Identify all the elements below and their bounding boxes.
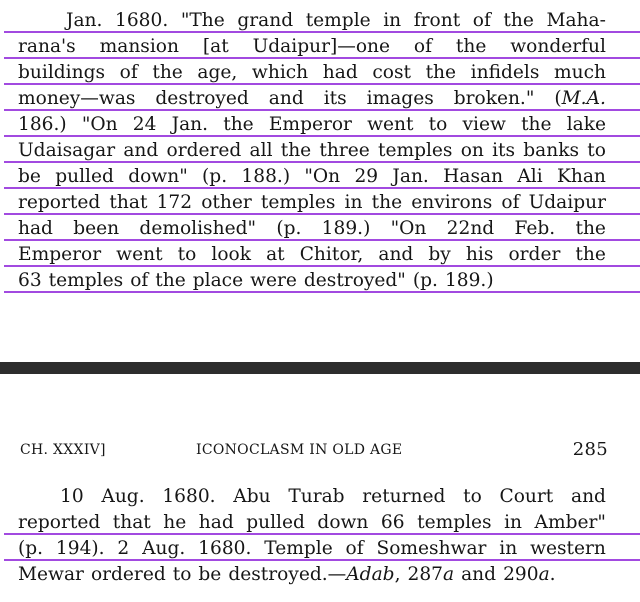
word: all bbox=[249, 140, 273, 161]
highlight-underline bbox=[4, 161, 640, 163]
highlight-underline bbox=[4, 265, 640, 267]
word: in bbox=[383, 10, 402, 31]
word: Udaipur]—one bbox=[252, 36, 390, 57]
word: 1680. bbox=[115, 10, 169, 31]
word: and bbox=[268, 88, 304, 109]
highlight-underline bbox=[4, 291, 640, 293]
word: of bbox=[130, 270, 149, 291]
word: 22nd bbox=[446, 218, 495, 239]
word: cost bbox=[372, 62, 411, 83]
word: destroyed.—Adab, bbox=[228, 564, 401, 585]
word: his bbox=[465, 244, 494, 265]
word: other bbox=[201, 192, 252, 213]
word: Someshwar bbox=[376, 538, 487, 559]
word: Emperor bbox=[268, 114, 352, 135]
word: on bbox=[460, 140, 484, 161]
word: the bbox=[575, 244, 606, 265]
highlight-underline bbox=[4, 83, 640, 85]
word: Maha- bbox=[546, 10, 606, 31]
word: three bbox=[319, 140, 370, 161]
word: "The bbox=[180, 10, 225, 31]
word: look bbox=[211, 244, 251, 265]
word: and bbox=[461, 564, 497, 585]
highlight-underline bbox=[4, 187, 640, 189]
word: buildings bbox=[18, 62, 106, 83]
word: went bbox=[367, 114, 414, 135]
word: ordered bbox=[90, 564, 166, 585]
word: Emperor bbox=[18, 244, 102, 265]
word: 63 bbox=[18, 270, 42, 291]
word: 189.) bbox=[321, 218, 371, 239]
word: be bbox=[18, 166, 41, 187]
book-page bbox=[0, 374, 640, 602]
word: 24 bbox=[132, 114, 157, 135]
word: the bbox=[503, 10, 534, 31]
word: temples bbox=[260, 192, 336, 213]
word: went bbox=[116, 244, 163, 265]
word: (p. bbox=[18, 538, 44, 559]
word: the bbox=[155, 270, 186, 291]
word: view bbox=[462, 114, 506, 135]
word: to bbox=[587, 140, 606, 161]
word: 172 bbox=[156, 192, 193, 213]
word: Aug. bbox=[101, 486, 145, 507]
word: of bbox=[472, 10, 491, 31]
word: temples bbox=[417, 512, 492, 533]
word: of bbox=[345, 538, 364, 559]
word: been bbox=[73, 218, 120, 239]
word: money—was bbox=[18, 88, 136, 109]
word: of bbox=[413, 36, 432, 57]
word: "On bbox=[81, 114, 118, 135]
word: of bbox=[501, 192, 520, 213]
page-line bbox=[60, 485, 606, 511]
word: infidels bbox=[470, 62, 540, 83]
word: 189.) bbox=[444, 270, 494, 291]
word: Khan bbox=[556, 166, 606, 187]
word: by bbox=[428, 244, 451, 265]
word: Ali bbox=[517, 166, 543, 187]
word: images bbox=[366, 88, 434, 109]
word: to bbox=[428, 114, 448, 135]
word: its bbox=[492, 140, 516, 161]
word: that bbox=[109, 192, 148, 213]
word: Mewar bbox=[18, 564, 84, 585]
word: mansion bbox=[99, 36, 179, 57]
word: Abu bbox=[233, 486, 271, 507]
word: Jan. bbox=[392, 166, 429, 187]
word: western bbox=[530, 538, 606, 559]
word: 188.) bbox=[241, 166, 291, 187]
highlight-underline bbox=[4, 109, 640, 111]
word: down" bbox=[128, 166, 188, 187]
word: had bbox=[322, 62, 358, 83]
word: wonderful bbox=[510, 36, 606, 57]
word: (p. bbox=[412, 270, 438, 291]
word: temples bbox=[48, 270, 124, 291]
word: 10 bbox=[60, 486, 84, 507]
page-divider bbox=[0, 362, 640, 374]
word: Jan. bbox=[66, 10, 103, 31]
word: (p. bbox=[276, 218, 302, 239]
word: "On bbox=[304, 166, 341, 187]
word: Udaisagar bbox=[18, 140, 116, 161]
word: in bbox=[504, 512, 523, 533]
highlight-underline bbox=[4, 533, 640, 535]
word: temples bbox=[377, 140, 453, 161]
word: the bbox=[455, 36, 487, 57]
word: 1680. bbox=[198, 538, 252, 559]
word: he bbox=[163, 512, 187, 533]
word: 186.) bbox=[18, 114, 67, 135]
word: had bbox=[198, 512, 234, 533]
word: lake bbox=[566, 114, 606, 135]
word: which bbox=[251, 62, 309, 83]
word: much bbox=[553, 62, 606, 83]
word: pulled bbox=[55, 166, 114, 187]
chapter-label: CH. XXXIV] bbox=[20, 442, 106, 458]
word: the bbox=[280, 140, 312, 161]
word: the bbox=[521, 114, 552, 135]
word: returned bbox=[362, 486, 446, 507]
highlight-underline bbox=[4, 57, 640, 59]
word: Hasan bbox=[443, 166, 504, 187]
word: demolished" bbox=[139, 218, 257, 239]
word: the bbox=[575, 218, 606, 239]
word: Jan. bbox=[171, 114, 209, 135]
word: Aug. bbox=[142, 538, 186, 559]
highlight-underline bbox=[4, 135, 640, 137]
word: age, bbox=[197, 62, 238, 83]
word: ordered bbox=[166, 140, 242, 161]
highlight-underline bbox=[4, 213, 640, 215]
word: Court bbox=[499, 486, 554, 507]
word: and bbox=[378, 244, 414, 265]
word: had bbox=[18, 218, 53, 239]
word: 66 bbox=[380, 512, 405, 533]
word: [at bbox=[202, 36, 229, 57]
word: grand bbox=[237, 10, 294, 31]
word: down bbox=[317, 512, 369, 533]
word: 29 bbox=[354, 166, 379, 187]
word: its bbox=[323, 88, 347, 109]
word: rana's bbox=[18, 36, 76, 57]
word: 194). bbox=[55, 538, 105, 559]
word: and bbox=[123, 140, 159, 161]
word: to bbox=[463, 486, 482, 507]
word: Chitor, bbox=[299, 244, 364, 265]
word: (p. bbox=[202, 166, 228, 187]
word: be bbox=[198, 564, 222, 585]
word: 2 bbox=[117, 538, 130, 559]
word: and bbox=[571, 486, 606, 507]
word: Amber" bbox=[534, 512, 606, 533]
word: reported bbox=[18, 192, 101, 213]
word: the bbox=[152, 62, 183, 83]
word: banks bbox=[523, 140, 580, 161]
word: destroyed bbox=[155, 88, 249, 109]
word: Temple bbox=[264, 538, 333, 559]
word: in bbox=[344, 192, 363, 213]
word: 287a bbox=[407, 564, 455, 585]
word: temple bbox=[305, 10, 371, 31]
word: front bbox=[413, 10, 461, 31]
highlight-underline bbox=[4, 559, 640, 561]
word: that bbox=[112, 512, 151, 533]
word: environs bbox=[411, 192, 493, 213]
chapter-title: ICONOCLASM IN OLD AGE bbox=[196, 442, 403, 458]
word: to bbox=[177, 244, 197, 265]
word: broken." bbox=[453, 88, 535, 109]
word: pulled bbox=[246, 512, 305, 533]
word: the bbox=[425, 62, 457, 83]
page-number: 285 bbox=[572, 439, 608, 460]
word: were bbox=[250, 270, 297, 291]
word: Feb. bbox=[514, 218, 556, 239]
word: 290a. bbox=[503, 564, 556, 585]
word: in bbox=[499, 538, 518, 559]
highlight-underline bbox=[4, 31, 640, 33]
word: place bbox=[192, 270, 244, 291]
page-line bbox=[18, 563, 606, 589]
word: (M.A. bbox=[554, 88, 606, 109]
running-header bbox=[20, 438, 608, 462]
word: the bbox=[371, 192, 403, 213]
word: 1680. bbox=[162, 486, 216, 507]
word: reported bbox=[18, 512, 101, 533]
word: destroyed" bbox=[303, 270, 406, 291]
word: the bbox=[223, 114, 254, 135]
word: to bbox=[172, 564, 192, 585]
word: Udaipur bbox=[528, 192, 606, 213]
word: at bbox=[266, 244, 285, 265]
word: Turab bbox=[288, 486, 345, 507]
word: of bbox=[119, 62, 138, 83]
highlight-underline bbox=[4, 239, 640, 241]
word: order bbox=[508, 244, 561, 265]
word: "On bbox=[390, 218, 427, 239]
